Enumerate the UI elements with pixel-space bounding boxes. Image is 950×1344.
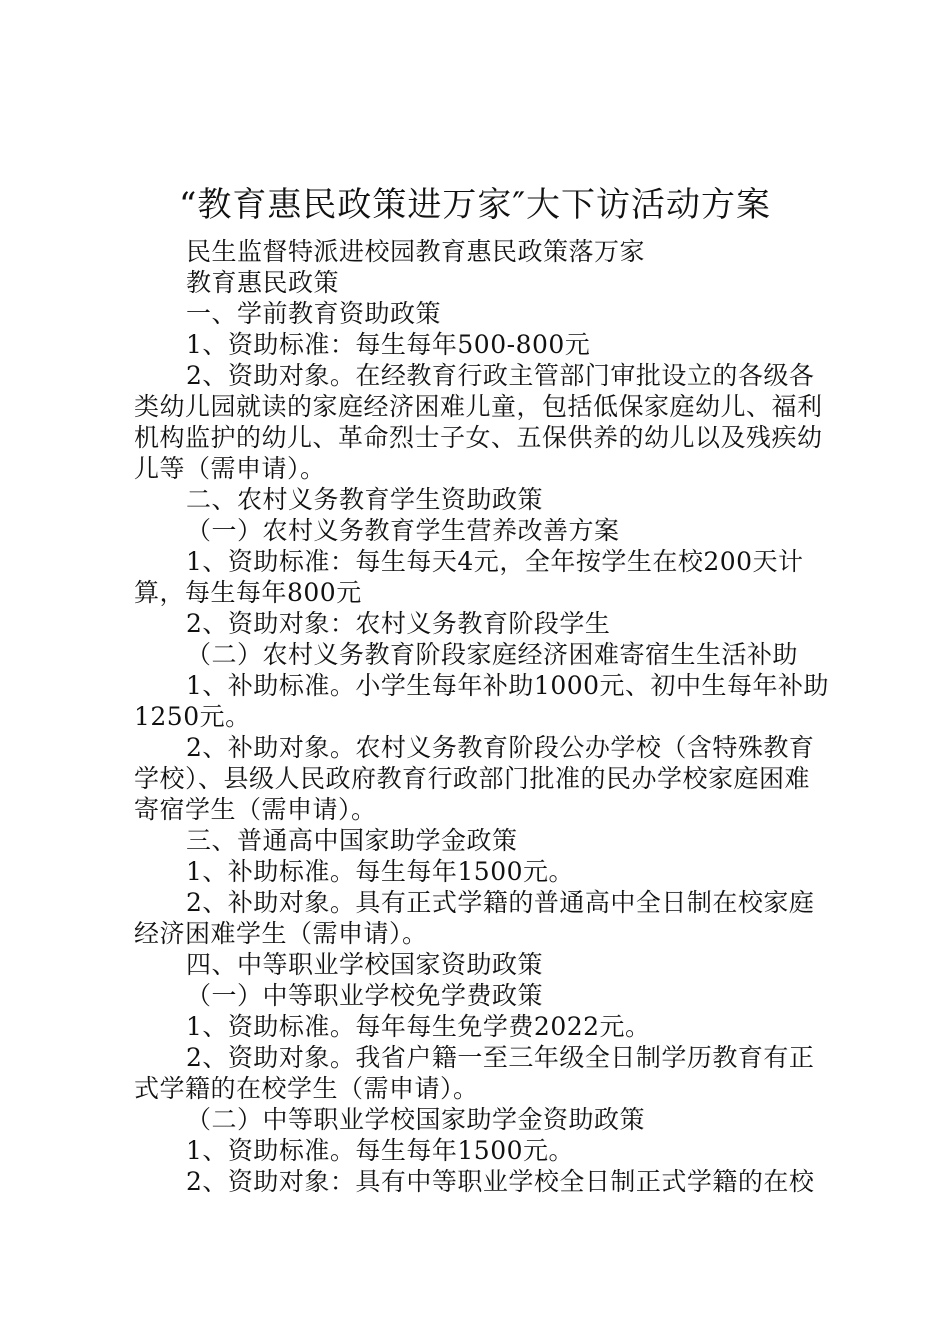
subsection-heading: （二）中等职业学校国家助学金资助政策 [186, 1105, 646, 1134]
paragraph: 2、资助对象。在经教育行政主管部门审批设立的各级各类幼儿园就读的家庭经济困难儿童，包括低保家庭幼儿、福利机构监护的幼儿、革命烈士子女、五保供养的幼儿以及残疾幼儿等（需申请）。 [134, 361, 823, 483]
document-body [134, 236, 834, 1197]
paragraph: 1、资助标准。每年每生免学费2022元。 [186, 1012, 651, 1041]
section-heading: 一、学前教育资助政策 [186, 299, 442, 328]
paragraph: 2、资助对象：农村义务教育阶段学生 [186, 609, 611, 638]
paragraph: 1、补助标准。每生每年1500元。 [186, 857, 575, 886]
paragraph: 2、补助对象。具有正式学籍的普通高中全日制在校家庭经济困难学生（需申请）。 [134, 888, 815, 948]
document-title: “教育惠民政策进万家″大下访活动方案 [178, 185, 772, 225]
section-heading: 三、普通高中国家助学金政策 [186, 826, 518, 855]
subsection-heading: （一）中等职业学校免学费政策 [186, 981, 544, 1010]
paragraph: 1、资助标准。每生每年1500元。 [186, 1136, 575, 1165]
section-heading: 二、农村义务教育学生资助政策 [186, 485, 544, 514]
paragraph: 2、资助对象。我省户籍一至三年级全日制学历教育有正式学籍的在校学生（需申请）。 [134, 1043, 815, 1103]
subsection-heading: （二）农村义务教育阶段家庭经济困难寄宿生生活补助 [186, 640, 799, 669]
subsection-heading: （一）农村义务教育学生营养改善方案 [186, 516, 620, 545]
paragraph: 民生监督特派进校园教育惠民政策落万家 [186, 237, 646, 266]
paragraph: 1、资助标准：每生每年500-800元 [186, 330, 591, 359]
paragraph: 1、补助标准。小学生每年补助1000元、初中生每年补助1250元。 [134, 671, 830, 731]
paragraph: 教育惠民政策 [186, 268, 340, 297]
section-heading: 四、中等职业学校国家资助政策 [186, 950, 544, 979]
paragraph: 2、补助对象。农村义务教育阶段公办学校（含特殊教育学校）、县级人民政府教育行政部门批准的民办学校家庭困难寄宿学生（需申请）。 [134, 733, 815, 824]
paragraph: 1、资助标准：每生每天4元，全年按学生在校200天计算，每生每年800元 [134, 547, 804, 607]
paragraph: 2、资助对象：具有中等职业学校全日制正式学籍的在校 [186, 1167, 815, 1196]
